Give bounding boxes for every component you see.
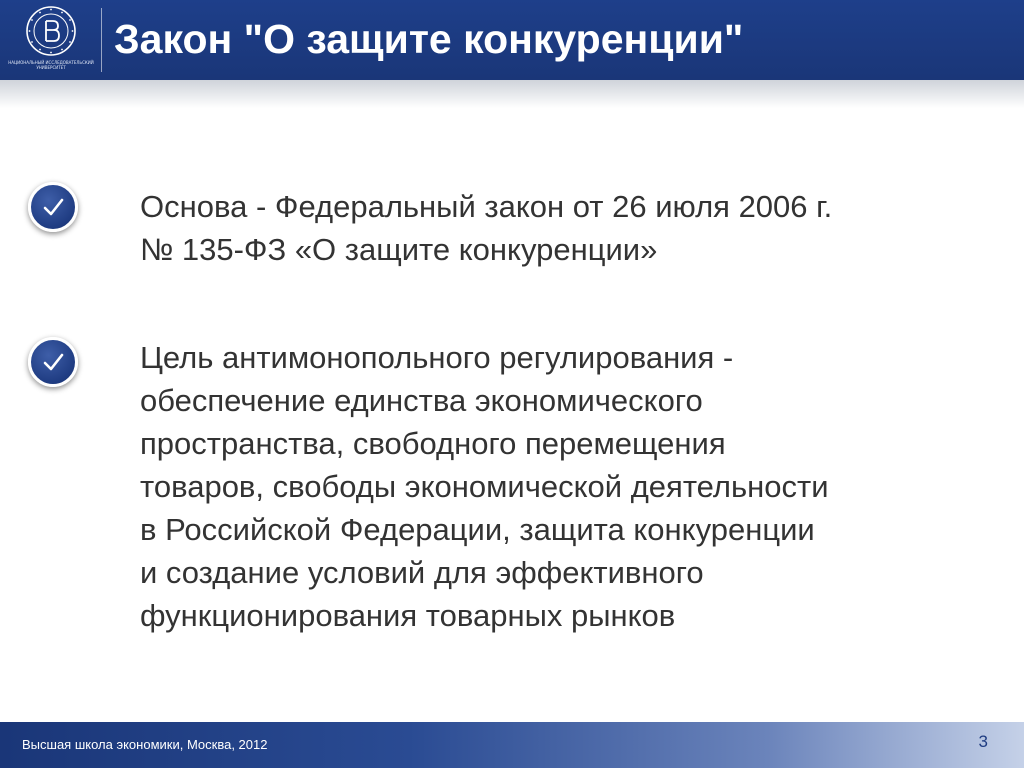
checkmark-icon	[28, 182, 78, 232]
bullet-text-basis: Основа - Федеральный закон от 26 июля 2006 г. № 135-ФЗ «О защите конкуренции»	[140, 189, 833, 267]
logo-divider	[101, 8, 102, 72]
header-stripe	[0, 80, 1024, 108]
bullet-text-goal: Цель антимонопольного регулирования - обеспечение единства экономического пространства, свободного перемещения товаров, свободы экономической деятельности в Российской Федерации, защита конкуренции и создание условий для эффективного функционирования товарных рынков	[140, 340, 829, 633]
hse-logo-icon	[8, 4, 94, 60]
footer-bar	[0, 722, 1024, 768]
hse-logo	[8, 4, 94, 76]
header-bar	[0, 0, 1024, 80]
logo-caption: НАЦИОНАЛЬНЫЙ ИССЛЕДОВАТЕЛЬСКИЙ УНИВЕРСИТЕТ	[8, 60, 94, 70]
footer-text: Высшая школа экономики, Москва, 2012	[22, 737, 268, 752]
checkmark-icon	[28, 337, 78, 387]
slide-title: Закон "О защите конкуренции"	[114, 16, 744, 62]
page-number: 3	[978, 732, 988, 751]
